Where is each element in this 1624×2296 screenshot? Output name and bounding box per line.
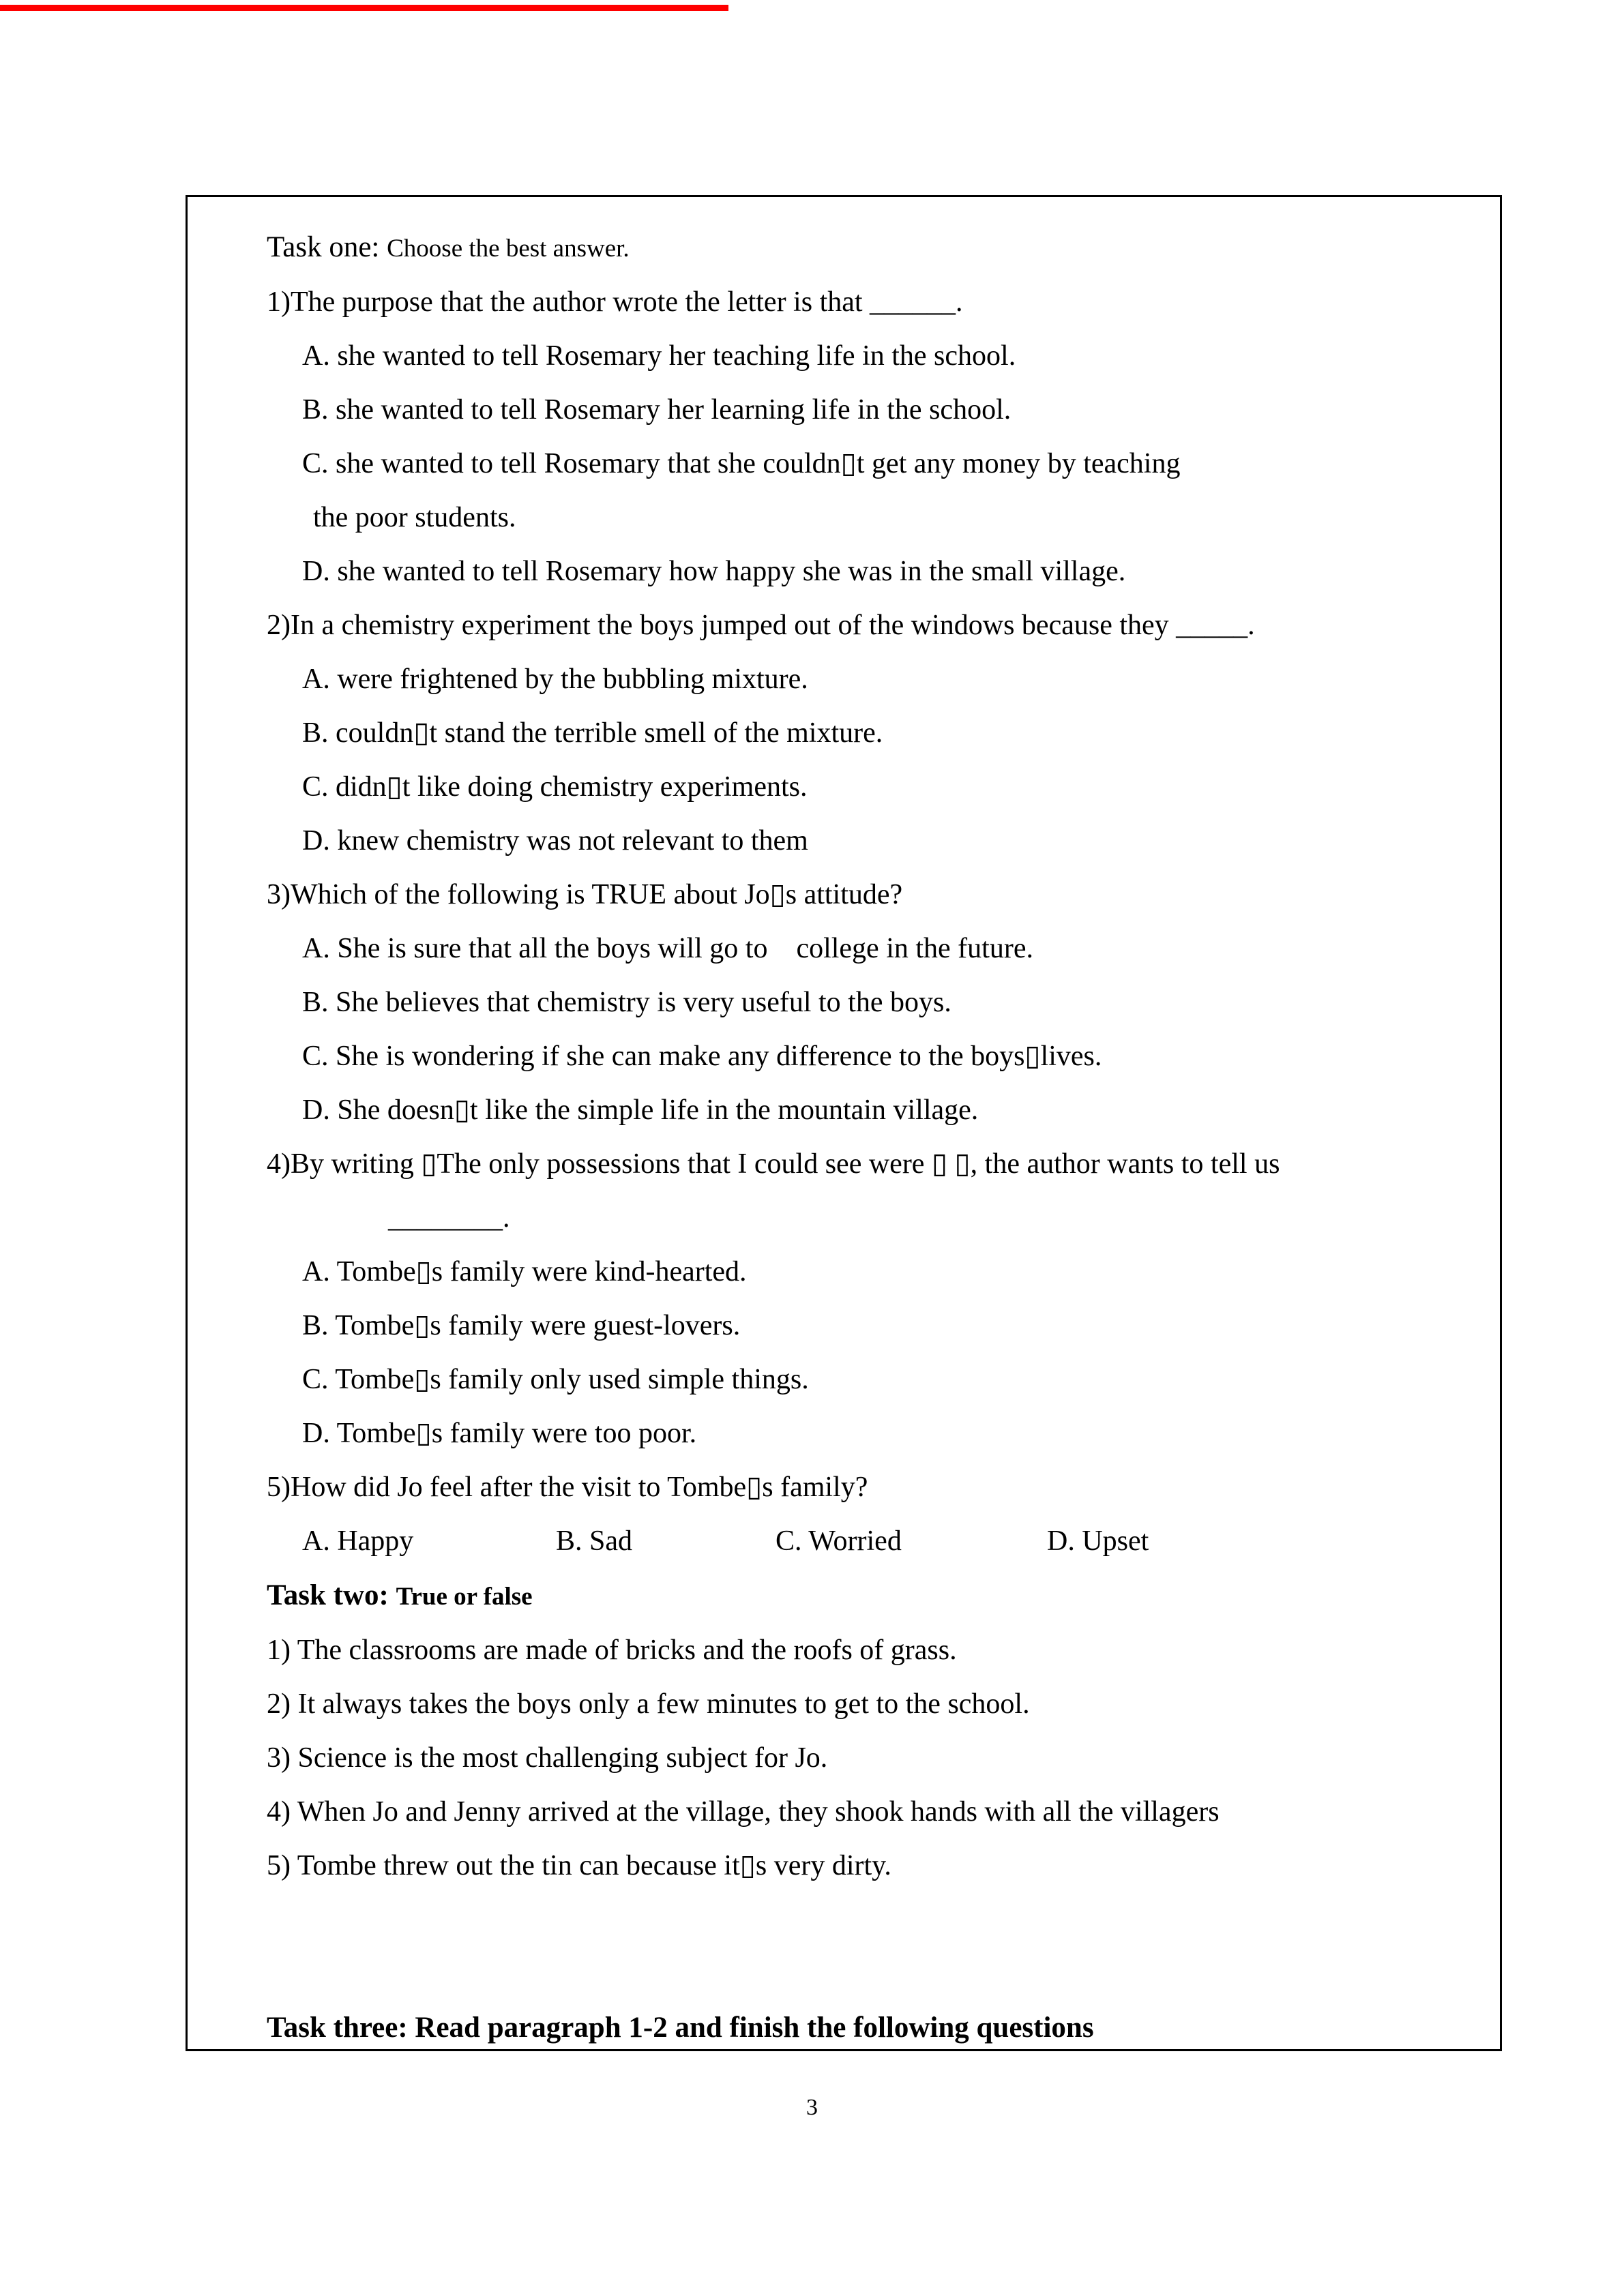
- option-line: D. knew chemistry was not relevant to them: [302, 825, 808, 856]
- task-header-run: True or false: [396, 1583, 533, 1611]
- question-line: 1)The purpose that the author wrote the letter is that ______.: [267, 286, 963, 318]
- inline-option: A. Happy: [302, 1525, 414, 1557]
- task-header-run: Task two:: [267, 1579, 396, 1611]
- option-line: C. didn▯t like doing chemistry experiments.: [302, 771, 808, 803]
- task-header-run: Choose the best answer.: [387, 235, 630, 263]
- statement-line: 5) Tombe threw out the tin can because it▯s very dirty.: [267, 1850, 891, 1881]
- document-border-box: [186, 195, 1502, 2051]
- task-header-run: Task three: Read paragraph 1-2 and finish the following questions: [267, 2012, 1094, 2044]
- option-line: B. couldn▯t stand the terrible smell of the mixture.: [302, 717, 883, 749]
- statement-line: 4) When Jo and Jenny arrived at the village, they shook hands with all the villagers: [267, 1796, 1220, 1828]
- document-lines: [267, 220, 1466, 2055]
- red-top-line: [0, 5, 728, 11]
- option-line: D. She doesn▯t like the simple life in the mountain village.: [302, 1094, 979, 1126]
- inline-option: C. Worried: [776, 1525, 902, 1557]
- option-line: B. she wanted to tell Rosemary her learning life in the school.: [302, 394, 1012, 426]
- statement-line: 3) Science is the most challenging subject for Jo.: [267, 1742, 828, 1774]
- blank-line: [267, 1947, 1466, 2001]
- statement-line: 2) It always takes the boys only a few minutes to get to the school.: [267, 1688, 1030, 1720]
- option-line: A. She is sure that all the boys will go to college in the future.: [302, 933, 1033, 964]
- question-line: 5)How did Jo feel after the visit to Tombe▯s family?: [267, 1472, 868, 1503]
- task-one-header: [267, 220, 1466, 275]
- option-line: C. she wanted to tell Rosemary that she couldn▯t get any money by teaching: [302, 448, 1181, 479]
- question-line: 2)In a chemistry experiment the boys jumped out of the windows because they _____.: [267, 610, 1255, 641]
- task-two-header: [267, 1568, 1466, 1624]
- option-line: B. She believes that chemistry is very useful to the boys.: [302, 987, 951, 1018]
- option-line: C. Tombe▯s family only used simple things.: [302, 1364, 809, 1395]
- inline-option: B. Sad: [556, 1525, 633, 1557]
- blank-answer-line: ________.: [388, 1202, 510, 1234]
- page-number: 3: [806, 2095, 818, 2120]
- option-line: B. Tombe▯s family were guest-lovers.: [302, 1310, 741, 1341]
- option-line: A. she wanted to tell Rosemary her teaching life in the school.: [302, 340, 1016, 372]
- option-continuation-line: the poor students.: [313, 502, 516, 533]
- task-three-header: [267, 2001, 1466, 2055]
- option-line: C. She is wondering if she can make any difference to the boys▯lives.: [302, 1041, 1102, 1072]
- blank-line: [267, 1893, 1466, 1947]
- question-line: 3)Which of the following is TRUE about Jo▯s attitude?: [267, 879, 903, 910]
- option-line: D. Tombe▯s family were too poor.: [302, 1418, 697, 1449]
- statement-line: 1) The classrooms are made of bricks and the roofs of grass.: [267, 1635, 957, 1666]
- option-line: D. she wanted to tell Rosemary how happy she was in the small village.: [302, 556, 1126, 587]
- inline-option: D. Upset: [1047, 1525, 1149, 1557]
- option-line: A. Tombe▯s family were kind-hearted.: [302, 1256, 747, 1287]
- inline-options-row: [267, 1515, 1466, 1568]
- question-line: 4)By writing ▯The only possessions that I could see were ▯ ▯, the author wants to tell us: [267, 1148, 1280, 1180]
- task-header-run: Task one:: [267, 231, 387, 263]
- option-line: A. were frightened by the bubbling mixture.: [302, 664, 808, 695]
